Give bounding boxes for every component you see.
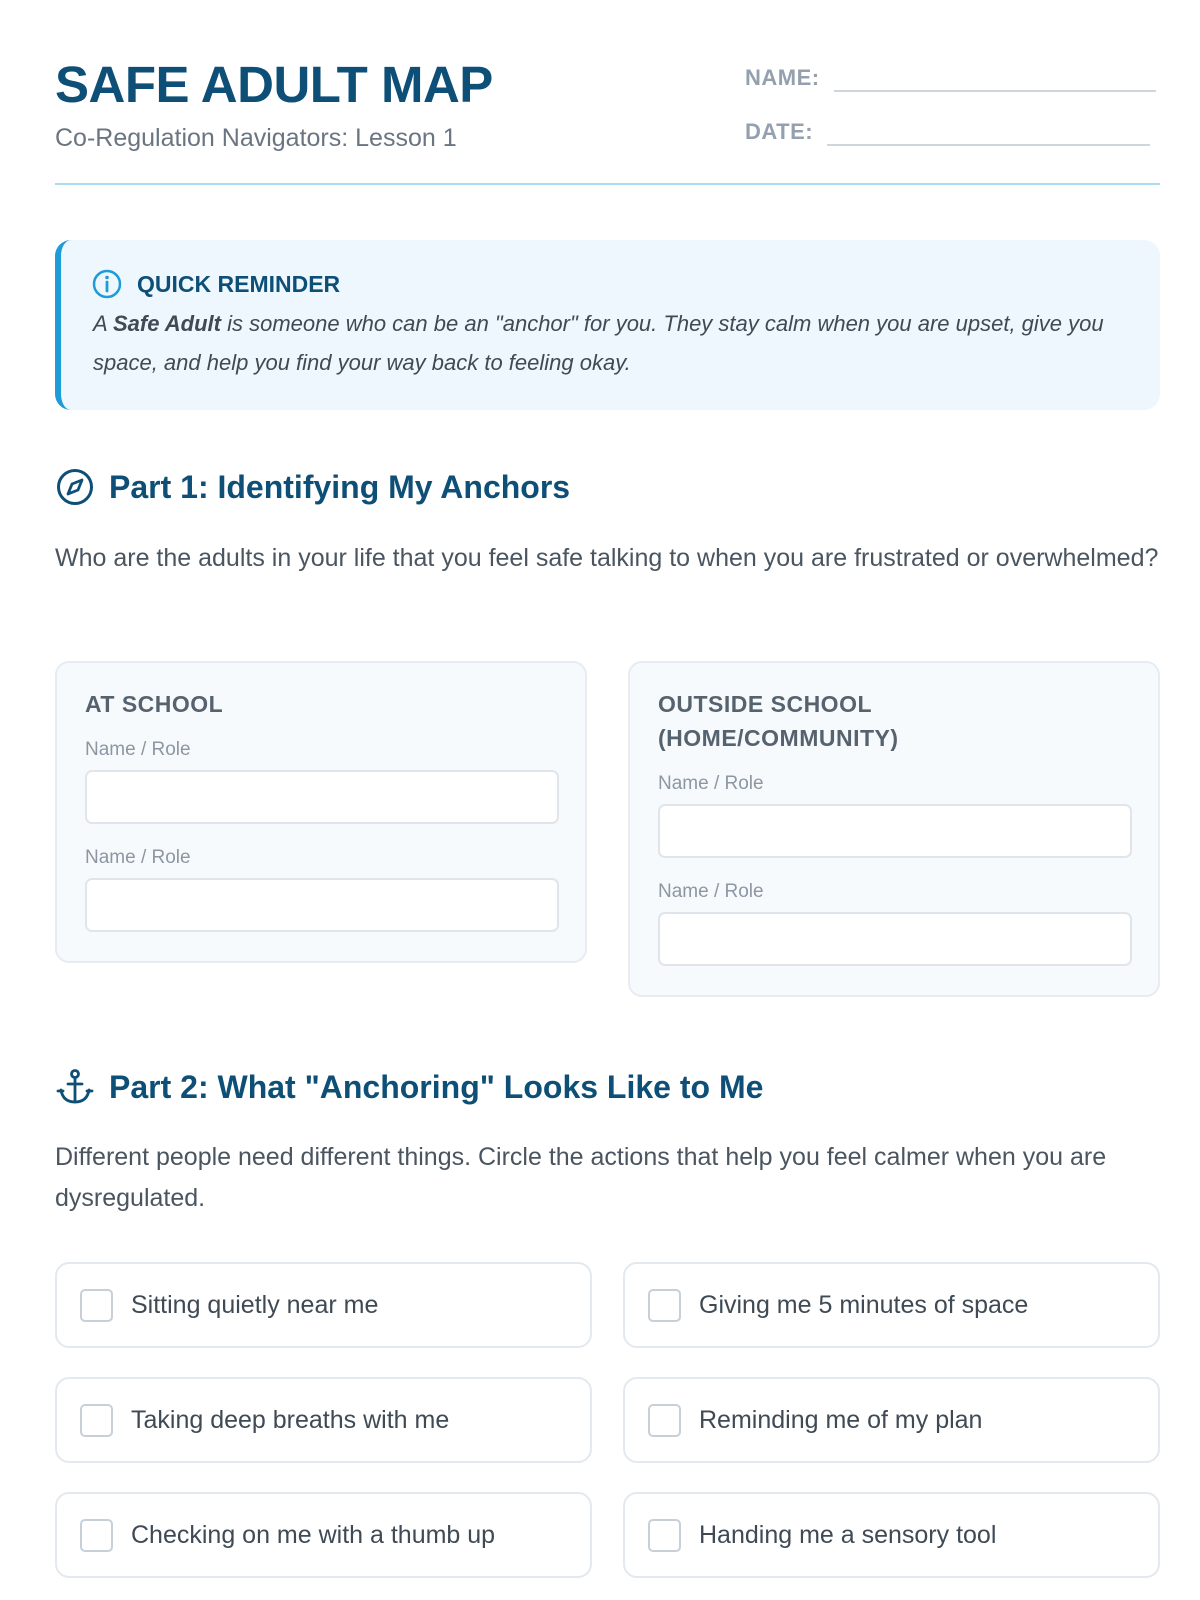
part1-title: Part 1: Identifying My Anchors [109,468,571,505]
at-school-card [55,661,587,963]
checkbox[interactable] [80,1519,113,1552]
outside-school-field-label: Name / Role [658,773,764,794]
at-school-field-label: Name / Role [85,847,191,868]
date-label: DATE: [745,119,814,144]
checkbox[interactable] [648,1404,681,1437]
outside-school-name-input-1[interactable] [658,804,1132,858]
outside-school-name-input-2[interactable] [658,912,1132,966]
name-field[interactable] [834,60,1156,92]
part2-heading [55,1067,763,1107]
checkbox[interactable] [648,1289,681,1322]
reminder-text-suffix: is someone who can be an "anchor" for you. They stay calm when you are upset, give you space, and help you find your way back to feeling okay. [93,311,1104,375]
part1-heading [55,467,570,507]
option-label: Handing me a sensory tool [699,1520,997,1549]
outside-school-field-label: Name / Role [658,881,764,902]
option-sitting-quietly[interactable] [55,1262,592,1348]
page-title: SAFE ADULT MAP [55,56,493,113]
option-thumb-up[interactable] [55,1492,592,1578]
option-deep-breaths[interactable] [55,1377,592,1463]
at-school-name-input-1[interactable] [85,770,559,824]
anchor-icon [55,1067,95,1107]
reminder-title: QUICK REMINDER [137,270,341,297]
checkbox[interactable] [80,1404,113,1437]
outside-school-heading: OUTSIDE SCHOOL (HOME/COMMUNITY) [658,691,899,751]
reminder-text-prefix: A [93,311,113,336]
quick-reminder-box [55,240,1160,410]
option-label: Sitting quietly near me [131,1290,379,1319]
option-label: Checking on me with a thumb up [131,1520,496,1549]
part2-title: Part 2: What "Anchoring" Looks Like to Me [109,1068,764,1105]
date-field-row [745,114,1150,146]
page-subtitle: Co-Regulation Navigators: Lesson 1 [55,124,457,152]
part2-description: Different people need different things. Circle the actions that help you feel calmer when you are dysregulated. [55,1143,1107,1212]
at-school-field-label: Name / Role [85,739,191,760]
at-school-heading: AT SCHOOL [85,691,224,717]
option-label: Reminding me of my plan [699,1405,983,1434]
name-field-row [745,60,1156,92]
outside-school-card [628,661,1160,997]
info-icon [91,268,123,300]
checkbox[interactable] [648,1519,681,1552]
date-field[interactable] [827,114,1150,146]
reminder-text-bold: Safe Adult [112,311,221,336]
checkbox[interactable] [80,1289,113,1322]
at-school-name-input-2[interactable] [85,878,559,932]
name-label: NAME: [745,65,820,90]
reminder-text [93,304,1143,382]
option-sensory-tool[interactable] [623,1492,1160,1578]
reminder-header [91,268,340,300]
compass-icon [55,467,95,507]
option-reminding-plan[interactable] [623,1377,1160,1463]
part1-description: Who are the adults in your life that you feel safe talking to when you are frustrated or overwhelmed? [55,544,1159,572]
option-label: Taking deep breaths with me [131,1405,450,1434]
worksheet-header [55,55,1160,185]
option-label: Giving me 5 minutes of space [699,1290,1029,1319]
option-giving-space[interactable] [623,1262,1160,1348]
